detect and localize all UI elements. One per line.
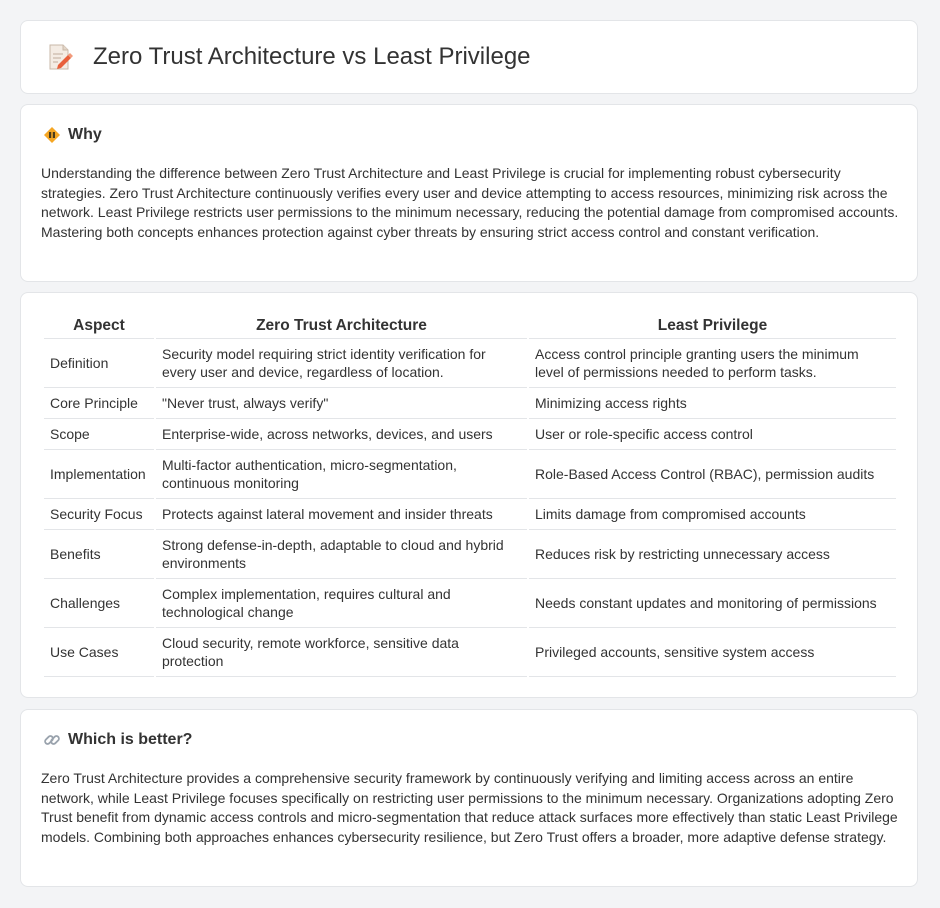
document-pencil-icon — [47, 43, 73, 71]
cell-least-privilege: Needs constant updates and monitoring of permissions — [529, 579, 896, 628]
why-heading-row — [43, 126, 102, 144]
page-title: Zero Trust Architecture vs Least Privilege — [93, 43, 531, 70]
cell-zero-trust: Complex implementation, requires cultural and technological change — [156, 579, 527, 628]
link-icon — [43, 731, 61, 749]
which-better-card — [20, 709, 918, 887]
cell-least-privilege: User or role-specific access control — [529, 419, 896, 450]
why-card — [20, 104, 918, 282]
table-row — [44, 419, 896, 450]
why-body: Understanding the difference between Zero Trust Architecture and Least Privilege is crucial for implementing robust cybersecurity strategies. Zero Trust Architecture continuously verifies every user and device attempting to access resources, minimizing risk across the network. Least Privilege restricts user permissions to the minimum necessary, reducing the potential damage from compromised accounts. Mastering both concepts enhances protection against cyber threats by ensuring strict access control and constant verification. — [41, 165, 899, 240]
cell-zero-trust: Cloud security, remote workforce, sensitive data protection — [156, 628, 527, 677]
better-heading: Which is better? — [68, 731, 193, 748]
cell-zero-trust: Enterprise-wide, across networks, devices, and users — [156, 419, 527, 450]
better-body: Zero Trust Architecture provides a comprehensive security framework by continuously verifying and limiting access across an entire network, while Least Privilege focuses specifically on restricting user permissions to the minimum necessary. Organizations adopting Zero Trust benefit from dynamic access controls and micro-segmentation that reduce attack surfaces more effectively than static Least Privilege models. Combining both approaches enhances cybersecurity resilience, but Zero Trust offers a broader, more adaptive defense strategy. — [41, 770, 898, 845]
header-aspect: Aspect — [44, 314, 154, 339]
table-row — [44, 339, 896, 388]
title-card — [20, 20, 918, 94]
cell-aspect: Core Principle — [44, 388, 154, 419]
table-row — [44, 388, 896, 419]
header-zero-trust: Zero Trust Architecture — [156, 314, 527, 339]
table-row — [44, 530, 896, 579]
table-row — [44, 628, 896, 677]
cell-aspect: Benefits — [44, 530, 154, 579]
table-row — [44, 450, 896, 499]
cell-aspect: Security Focus — [44, 499, 154, 530]
cell-least-privilege: Privileged accounts, sensitive system access — [529, 628, 896, 677]
header-least-privilege: Least Privilege — [529, 314, 896, 339]
comparison-card — [20, 292, 918, 698]
cell-zero-trust: Protects against lateral movement and insider threats — [156, 499, 527, 530]
cell-least-privilege: Limits damage from compromised accounts — [529, 499, 896, 530]
title-row — [47, 43, 531, 71]
table-row — [44, 499, 896, 530]
traffic-sign-icon — [43, 126, 61, 144]
better-heading-row — [43, 731, 192, 749]
cell-zero-trust: "Never trust, always verify" — [156, 388, 527, 419]
comparison-table — [42, 314, 898, 677]
cell-zero-trust: Security model requiring strict identity verification for every user and device, regardless of location. — [156, 339, 527, 388]
cell-aspect: Implementation — [44, 450, 154, 499]
cell-least-privilege: Minimizing access rights — [529, 388, 896, 419]
cell-zero-trust: Multi-factor authentication, micro-segmentation, continuous monitoring — [156, 450, 527, 499]
cell-zero-trust: Strong defense-in-depth, adaptable to cloud and hybrid environments — [156, 530, 527, 579]
cell-least-privilege: Role-Based Access Control (RBAC), permission audits — [529, 450, 896, 499]
cell-aspect: Scope — [44, 419, 154, 450]
cell-aspect: Definition — [44, 339, 154, 388]
cell-least-privilege: Reduces risk by restricting unnecessary access — [529, 530, 896, 579]
cell-aspect: Challenges — [44, 579, 154, 628]
cell-aspect: Use Cases — [44, 628, 154, 677]
table-row — [44, 579, 896, 628]
cell-least-privilege: Access control principle granting users the minimum level of permissions needed to perform tasks. — [529, 339, 896, 388]
table-header-row — [44, 314, 896, 339]
why-heading: Why — [68, 126, 102, 143]
